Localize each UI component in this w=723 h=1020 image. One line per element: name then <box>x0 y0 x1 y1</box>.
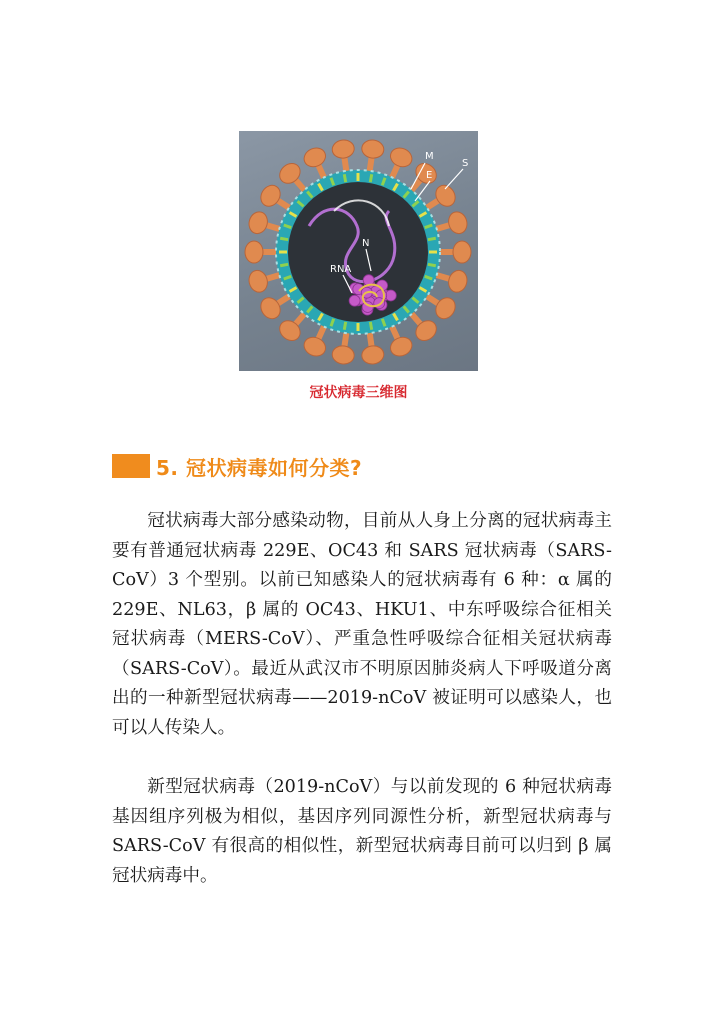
paragraph-text: 新型冠状病毒（2019-nCoV）与以前发现的 6 种冠状病毒基因组序列极为相似，基因序列同源性分析，新型冠状病毒与 SARS-CoV 有很高的相似性，新型冠状病毒目前可以归到 β 属冠状病毒中。 <box>112 777 612 886</box>
s-label: S <box>462 158 469 169</box>
e-label: E <box>426 170 433 181</box>
rna-label: RNA <box>330 264 352 275</box>
body-paragraph-1 <box>112 507 612 743</box>
n-label: N <box>362 238 370 249</box>
figure-caption: 冠状病毒三维图 <box>309 385 408 401</box>
paragraph-text: 冠状病毒大部分感染动物，目前从人身上分离的冠状病毒主要有普通冠状病毒 229E、OC43 和 SARS 冠状病毒（SARS-CoV）3 个型别。以前已知感染人的冠状病毒有 6 种：α 属的 229E、NL63，β 属的 OC43、HKU1、中东呼吸综合征相关冠状病毒（MERS-CoV）、严重急性呼吸综合征相关冠状病毒（SARS-CoV）。最近从武汉市不明原因肺炎病人下呼吸道分离出的一种新型冠状病毒——2019-nCoV 被证明可以感染人，也可以人传染人。 <box>112 511 612 738</box>
spike-protein <box>436 241 471 263</box>
spike-protein <box>245 241 280 263</box>
section-marker <box>112 454 150 478</box>
membrane-protein <box>429 251 437 254</box>
body-paragraph-2 <box>112 773 612 891</box>
membrane-protein <box>357 323 360 331</box>
membrane-protein <box>357 173 360 181</box>
virus-diagram <box>239 131 478 371</box>
m-label: M <box>425 151 434 162</box>
nucleoprotein-bead <box>349 295 360 306</box>
section-title: 5. 冠状病毒如何分类? <box>156 455 363 480</box>
s-pointer <box>445 169 463 189</box>
section-heading <box>112 452 362 480</box>
coronavirus-3d-illustration <box>239 131 478 371</box>
membrane-protein <box>279 251 287 254</box>
